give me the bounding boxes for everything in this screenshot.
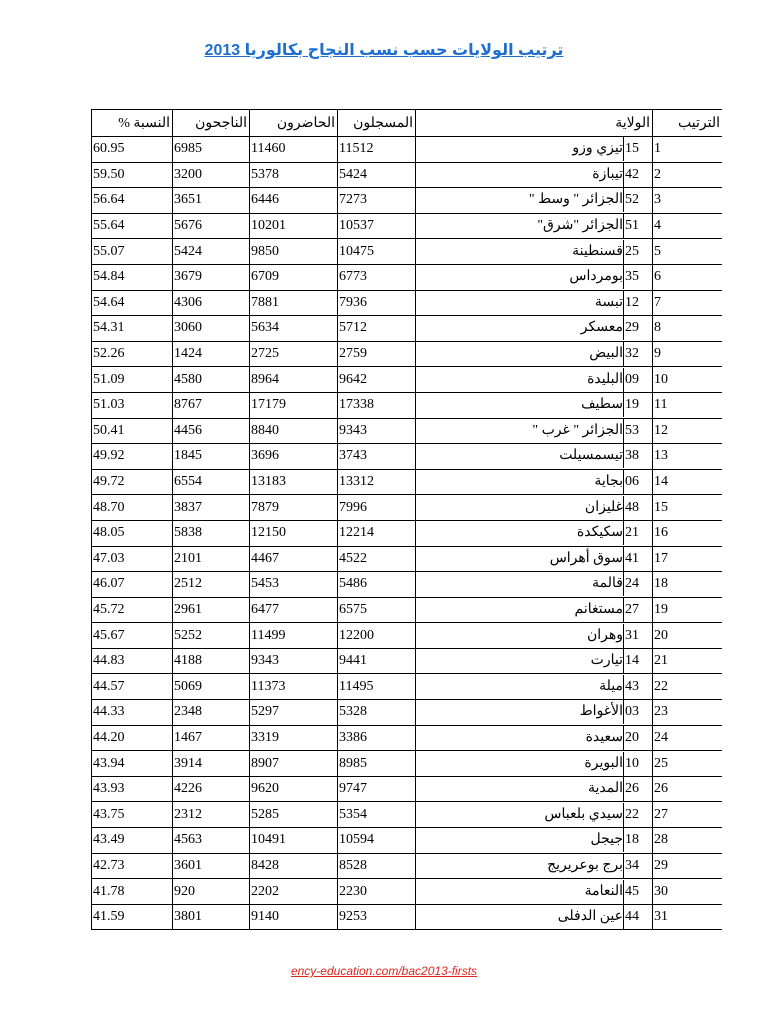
cell-rank: 16 [653,520,723,546]
cell-wilaya [416,776,653,802]
cell-rate: 51.09 [92,367,173,393]
cell-registered: 6575 [338,597,416,623]
wilaya-code: 32 [623,342,652,366]
table-row [92,188,723,214]
cell-rate: 55.64 [92,213,173,239]
cell-passed: 5676 [173,213,250,239]
cell-rate: 43.94 [92,751,173,777]
table-row [92,520,723,546]
table-row [92,213,723,239]
cell-passed: 4306 [173,290,250,316]
cell-passed: 2312 [173,802,250,828]
wilaya-name: سكيكدة [576,525,623,541]
cell-passed: 3200 [173,162,250,188]
cell-passed: 3060 [173,316,250,342]
cell-registered: 9642 [338,367,416,393]
cell-wilaya [416,162,653,188]
cell-wilaya [416,904,653,930]
wilaya-name: البويرة [584,755,623,771]
header-rate: النسبة % [92,110,173,137]
cell-registered: 7936 [338,290,416,316]
cell-rank: 14 [653,469,723,495]
cell-present: 6446 [250,188,338,214]
cell-present: 5453 [250,572,338,598]
cell-passed: 2101 [173,546,250,572]
cell-passed: 4580 [173,367,250,393]
cell-registered: 10475 [338,239,416,265]
cell-present: 4467 [250,546,338,572]
cell-rate: 49.72 [92,469,173,495]
cell-passed: 3837 [173,495,250,521]
cell-registered: 6773 [338,264,416,290]
cell-registered: 7996 [338,495,416,521]
cell-wilaya [416,213,653,239]
cell-registered: 8528 [338,853,416,879]
cell-wilaya [416,341,653,367]
cell-rate: 54.31 [92,316,173,342]
cell-passed: 1424 [173,341,250,367]
table-row [92,648,723,674]
cell-registered: 12200 [338,623,416,649]
cell-rate: 50.41 [92,418,173,444]
cell-passed: 4563 [173,828,250,854]
cell-passed: 5424 [173,239,250,265]
wilaya-name: البليدة [587,371,623,387]
cell-rank: 17 [653,546,723,572]
cell-wilaya [416,879,653,905]
cell-passed: 3651 [173,188,250,214]
cell-rate: 51.03 [92,392,173,418]
wilaya-code: 19 [623,393,652,417]
cell-rate: 43.49 [92,828,173,854]
cell-rate: 56.64 [92,188,173,214]
cell-rank: 3 [653,188,723,214]
cell-present: 5378 [250,162,338,188]
cell-registered: 9343 [338,418,416,444]
cell-rate: 43.93 [92,776,173,802]
cell-rate: 52.26 [92,341,173,367]
cell-wilaya [416,367,653,393]
cell-registered: 5354 [338,802,416,828]
wilaya-code: 24 [623,572,652,596]
cell-registered: 7273 [338,188,416,214]
wilaya-code: 42 [623,163,652,187]
wilaya-name: جيجل [590,832,623,848]
cell-rate: 54.84 [92,264,173,290]
wilaya-name: سعيدة [585,729,623,745]
cell-passed: 4456 [173,418,250,444]
cell-registered: 10537 [338,213,416,239]
cell-registered: 9253 [338,904,416,930]
cell-registered: 17338 [338,392,416,418]
cell-present: 5634 [250,316,338,342]
cell-passed: 2348 [173,700,250,726]
table-row [92,316,723,342]
cell-present: 12150 [250,520,338,546]
table-row [92,392,723,418]
wilaya-code: 48 [623,496,652,520]
header-passed: الناجحون [173,110,250,137]
cell-rank: 9 [653,341,723,367]
cell-wilaya [416,828,653,854]
footer-link[interactable]: ency-education.com/bac2013-firsts [290,964,478,978]
wilaya-name: بجاية [594,474,623,490]
cell-rank: 2 [653,162,723,188]
cell-present: 8907 [250,751,338,777]
cell-present: 5297 [250,700,338,726]
cell-passed: 2512 [173,572,250,598]
cell-wilaya [416,597,653,623]
cell-rate: 47.03 [92,546,173,572]
cell-wilaya [416,802,653,828]
table-row [92,572,723,598]
wilaya-code: 10 [623,752,652,776]
results-table [91,109,722,930]
table-row [92,367,723,393]
wilaya-name: الجزائر "شرق" [537,218,623,234]
cell-present: 5285 [250,802,338,828]
cell-present: 7881 [250,290,338,316]
cell-wilaya [416,137,653,163]
cell-rate: 54.64 [92,290,173,316]
cell-wilaya [416,572,653,598]
wilaya-code: 38 [623,444,652,468]
cell-present: 11499 [250,623,338,649]
cell-present: 3696 [250,444,338,470]
header-registered: المسجلون [338,110,416,137]
cell-wilaya [416,392,653,418]
wilaya-code: 03 [623,700,652,724]
cell-passed: 1467 [173,725,250,751]
cell-rank: 7 [653,290,723,316]
cell-rate: 59.50 [92,162,173,188]
wilaya-name: المدية [588,781,623,797]
cell-passed: 3914 [173,751,250,777]
table-row [92,623,723,649]
cell-rate: 41.59 [92,904,173,930]
wilaya-code: 34 [623,854,652,878]
table-row [92,904,723,930]
page-title: ترتيب الولايات حسب نسب النجاح بكالوريا 2013 [204,42,564,59]
table-row [92,828,723,854]
cell-passed: 3679 [173,264,250,290]
wilaya-code: 51 [623,214,652,238]
header-present: الحاضرون [250,110,338,137]
cell-wilaya [416,316,653,342]
cell-passed: 5069 [173,674,250,700]
wilaya-code: 21 [623,521,652,545]
cell-wilaya [416,853,653,879]
cell-passed: 5838 [173,520,250,546]
cell-wilaya [416,264,653,290]
cell-rate: 41.78 [92,879,173,905]
cell-wilaya [416,700,653,726]
cell-wilaya [416,648,653,674]
cell-rank: 18 [653,572,723,598]
table-row [92,853,723,879]
cell-rate: 44.83 [92,648,173,674]
cell-wilaya [416,188,653,214]
cell-rank: 13 [653,444,723,470]
table-row [92,264,723,290]
cell-rate: 60.95 [92,137,173,163]
wilaya-name: تيبازة [592,166,623,182]
cell-present: 9343 [250,648,338,674]
cell-wilaya [416,751,653,777]
cell-present: 11460 [250,137,338,163]
cell-rate: 46.07 [92,572,173,598]
table-row [92,495,723,521]
cell-present: 7879 [250,495,338,521]
cell-registered: 11495 [338,674,416,700]
cell-rank: 27 [653,802,723,828]
wilaya-name: تبسة [594,294,623,310]
cell-present: 10201 [250,213,338,239]
cell-present: 11373 [250,674,338,700]
cell-registered: 13312 [338,469,416,495]
wilaya-code: 53 [623,419,652,443]
table-row [92,290,723,316]
wilaya-name: غليزان [584,499,623,515]
cell-present: 6709 [250,264,338,290]
cell-rank: 20 [653,623,723,649]
cell-registered: 8985 [338,751,416,777]
cell-registered: 2759 [338,341,416,367]
wilaya-name: تيزي وزو [572,141,623,157]
wilaya-name: الجزائر " غرب " [532,422,623,438]
cell-wilaya [416,725,653,751]
table-row [92,341,723,367]
cell-present: 2202 [250,879,338,905]
cell-rank: 5 [653,239,723,265]
wilaya-name: النعامة [584,883,623,899]
wilaya-code: 29 [623,316,652,340]
cell-registered: 3386 [338,725,416,751]
table-row [92,469,723,495]
table-row [92,802,723,828]
wilaya-name: تيسمسيلت [559,448,623,464]
wilaya-code: 14 [623,649,652,673]
wilaya-name: ميلة [599,678,623,694]
cell-present: 8964 [250,367,338,393]
cell-present: 9850 [250,239,338,265]
cell-rank: 1 [653,137,723,163]
wilaya-code: 20 [623,726,652,750]
cell-wilaya [416,239,653,265]
cell-rank: 30 [653,879,723,905]
wilaya-name: سيدي بلعباس [544,806,623,822]
cell-rank: 29 [653,853,723,879]
wilaya-code: 06 [623,470,652,494]
cell-rank: 15 [653,495,723,521]
cell-rank: 31 [653,904,723,930]
table-row [92,546,723,572]
wilaya-name: الأغواط [579,704,623,720]
cell-registered: 9747 [338,776,416,802]
cell-rate: 44.33 [92,700,173,726]
cell-rank: 11 [653,392,723,418]
cell-wilaya [416,674,653,700]
cell-wilaya [416,290,653,316]
cell-present: 10491 [250,828,338,854]
cell-present: 13183 [250,469,338,495]
wilaya-name: برج بوعريريج [547,857,623,873]
wilaya-code: 22 [623,803,652,827]
table-row [92,776,723,802]
table-row [92,418,723,444]
cell-passed: 6554 [173,469,250,495]
cell-rank: 19 [653,597,723,623]
cell-rank: 26 [653,776,723,802]
table-row [92,239,723,265]
cell-present: 3319 [250,725,338,751]
cell-passed: 5252 [173,623,250,649]
cell-rate: 42.73 [92,853,173,879]
cell-rank: 28 [653,828,723,854]
cell-rank: 10 [653,367,723,393]
table-row [92,700,723,726]
cell-registered: 9441 [338,648,416,674]
cell-rank: 12 [653,418,723,444]
wilaya-name: بومرداس [569,269,623,285]
wilaya-name: وهران [586,627,623,643]
cell-registered: 5486 [338,572,416,598]
wilaya-name: قسنطينة [572,243,623,259]
wilaya-code: 15 [623,137,652,161]
wilaya-code: 09 [623,368,652,392]
wilaya-name: سوق أهراس [549,550,623,566]
wilaya-code: 25 [623,240,652,264]
cell-present: 8840 [250,418,338,444]
cell-rate: 43.75 [92,802,173,828]
cell-registered: 2230 [338,879,416,905]
wilaya-code: 43 [623,675,652,699]
cell-rank: 6 [653,264,723,290]
cell-rank: 22 [653,674,723,700]
cell-rate: 45.67 [92,623,173,649]
wilaya-code: 12 [623,291,652,315]
table-row [92,725,723,751]
cell-registered: 12214 [338,520,416,546]
table-row [92,162,723,188]
cell-rate: 45.72 [92,597,173,623]
table-body [92,137,723,930]
wilaya-name: الجزائر " وسط " [528,192,623,208]
cell-passed: 2961 [173,597,250,623]
cell-registered: 5328 [338,700,416,726]
cell-rank: 24 [653,725,723,751]
cell-registered: 3743 [338,444,416,470]
wilaya-name: قالمة [592,576,623,592]
cell-wilaya [416,469,653,495]
wilaya-name: البيض [589,346,623,362]
table-header-row [92,110,723,137]
wilaya-code: 27 [623,598,652,622]
cell-rank: 23 [653,700,723,726]
cell-wilaya [416,546,653,572]
cell-rate: 55.07 [92,239,173,265]
wilaya-code: 35 [623,265,652,289]
cell-present: 8428 [250,853,338,879]
cell-present: 17179 [250,392,338,418]
header-wilaya: الولاية [416,110,653,137]
cell-registered: 5712 [338,316,416,342]
cell-wilaya [416,495,653,521]
wilaya-code: 45 [623,880,652,904]
table-row [92,597,723,623]
wilaya-name: عين الدفلى [557,909,623,925]
cell-wilaya [416,418,653,444]
cell-passed: 3601 [173,853,250,879]
cell-rate: 44.20 [92,725,173,751]
wilaya-name: سطيف [581,397,623,413]
wilaya-code: 26 [623,777,652,801]
cell-passed: 920 [173,879,250,905]
cell-passed: 1845 [173,444,250,470]
cell-registered: 4522 [338,546,416,572]
cell-passed: 6985 [173,137,250,163]
cell-wilaya [416,623,653,649]
cell-rank: 8 [653,316,723,342]
cell-registered: 5424 [338,162,416,188]
cell-wilaya [416,444,653,470]
cell-rate: 48.70 [92,495,173,521]
table-row [92,879,723,905]
cell-present: 9140 [250,904,338,930]
cell-present: 2725 [250,341,338,367]
header-rank: الترتيب [653,110,723,137]
wilaya-name: مستغانم [574,601,623,617]
wilaya-name: تيارت [590,653,623,669]
wilaya-code: 31 [623,624,652,648]
table-row [92,674,723,700]
wilaya-name: معسكر [580,320,623,336]
table-row [92,137,723,163]
table-row [92,444,723,470]
cell-passed: 4226 [173,776,250,802]
cell-rank: 21 [653,648,723,674]
table-row [92,751,723,777]
cell-wilaya [416,520,653,546]
cell-rank: 4 [653,213,723,239]
cell-present: 6477 [250,597,338,623]
cell-rate: 44.57 [92,674,173,700]
cell-passed: 8767 [173,392,250,418]
cell-registered: 11512 [338,137,416,163]
cell-passed: 4188 [173,648,250,674]
cell-rate: 48.05 [92,520,173,546]
wilaya-code: 52 [623,188,652,212]
cell-rate: 49.92 [92,444,173,470]
wilaya-code: 18 [623,828,652,852]
cell-passed: 3801 [173,904,250,930]
cell-rank: 25 [653,751,723,777]
cell-registered: 10594 [338,828,416,854]
cell-present: 9620 [250,776,338,802]
wilaya-code: 41 [623,547,652,571]
wilaya-code: 44 [623,905,652,929]
